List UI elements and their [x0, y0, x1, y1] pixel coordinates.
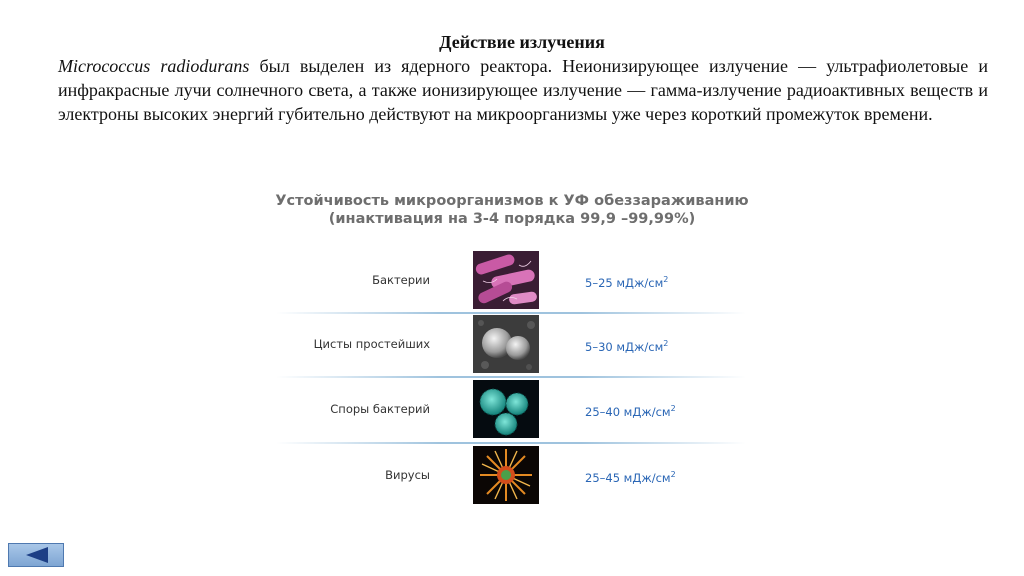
protozoan-cysts-image [473, 315, 539, 373]
row-label: Вирусы [385, 468, 430, 482]
uv-resistance-figure [272, 186, 752, 516]
organism-name: Micrococcus radiodurans [58, 56, 250, 76]
row-value: 25–45 мДж/$см^2$ [585, 470, 676, 485]
figure-title [272, 192, 752, 228]
figure-row-spores [272, 380, 752, 438]
row-label: Споры бактерий [330, 402, 430, 416]
back-button[interactable] [8, 543, 64, 567]
figure-title-line1: Устойчивость микроорганизмов к УФ обеззараживанию [275, 193, 749, 209]
figure-row-viruses [272, 446, 752, 504]
row-value: 25–40 мДж/$см^2$ [585, 404, 676, 419]
bacterial-spores-image [473, 380, 539, 438]
figure-title-line2: (инактивация на 3-4 порядка 99,9 –99,99%) [328, 211, 696, 227]
bacteria-image [473, 251, 539, 309]
row-divider [276, 442, 746, 444]
slide-paragraph [58, 54, 988, 126]
row-divider [276, 376, 746, 378]
paragraph-body: был выделен из ядерного реактора. Неионизирующее излучение — ультрафиолетовые и инфракрасные лучи солнечного света, а также ионизирующее излучение — гамма-излучение радиоактивных веществ и электроны высоких энергий губительно действуют на микроорганизмы уже через короткий промежуток времени. [58, 56, 988, 124]
row-label: Бактерии [372, 273, 430, 287]
figure-row-bacteria [272, 251, 752, 309]
row-value: 5–30 мДж/$см^2$ [585, 339, 669, 354]
row-label: Цисты простейших [313, 337, 430, 351]
row-value: 5–25 мДж/$см^2$ [585, 275, 669, 290]
virus-image [473, 446, 539, 504]
row-divider [276, 312, 746, 314]
left-arrow-icon [26, 547, 48, 563]
figure-row-cysts [272, 315, 752, 373]
slide-title: Действие излучения [439, 32, 605, 52]
